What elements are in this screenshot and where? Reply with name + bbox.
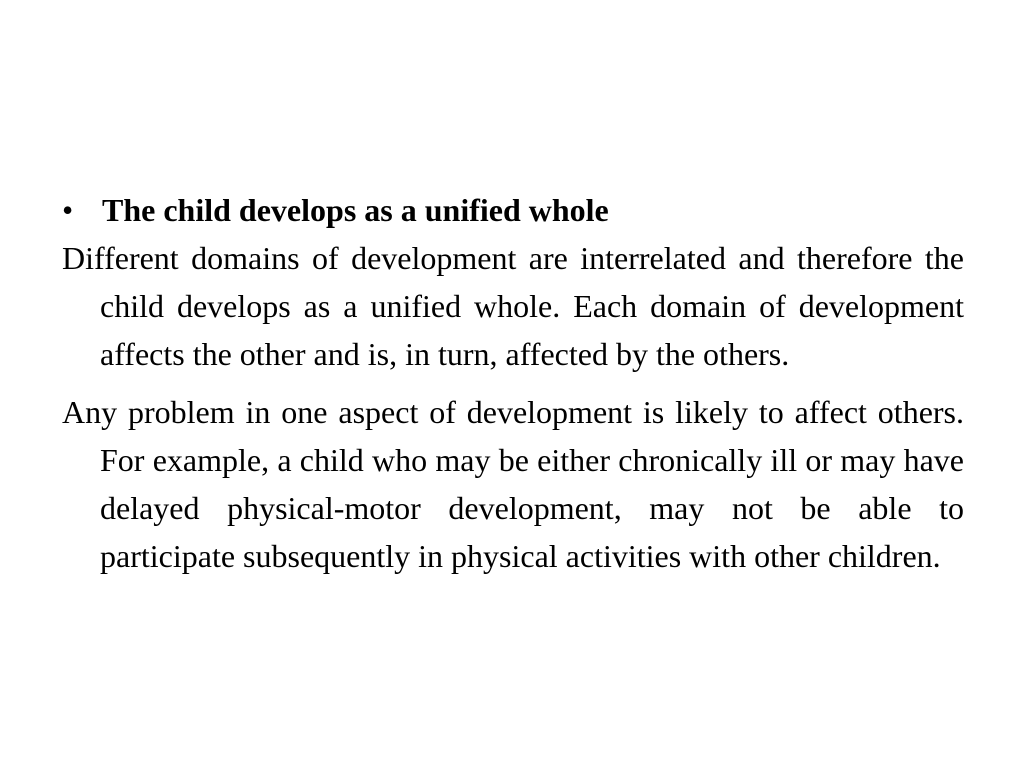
slide-content	[62, 186, 964, 580]
paragraph-2: Any problem in one aspect of development is likely to affect others. For example, a child who may be either chronically ill or may have delayed physical-motor development, may not be able to participate subsequently in physical activities with other children.	[62, 394, 964, 574]
bullet-icon: •	[62, 192, 74, 228]
paragraph-1: Different domains of development are interrelated and therefore the child develops as a unified whole. Each domain of development affects the other and is, in turn, affected by the others.	[62, 240, 964, 372]
bullet-heading	[62, 186, 964, 234]
heading-text: The child develops as a unified whole	[102, 192, 609, 228]
